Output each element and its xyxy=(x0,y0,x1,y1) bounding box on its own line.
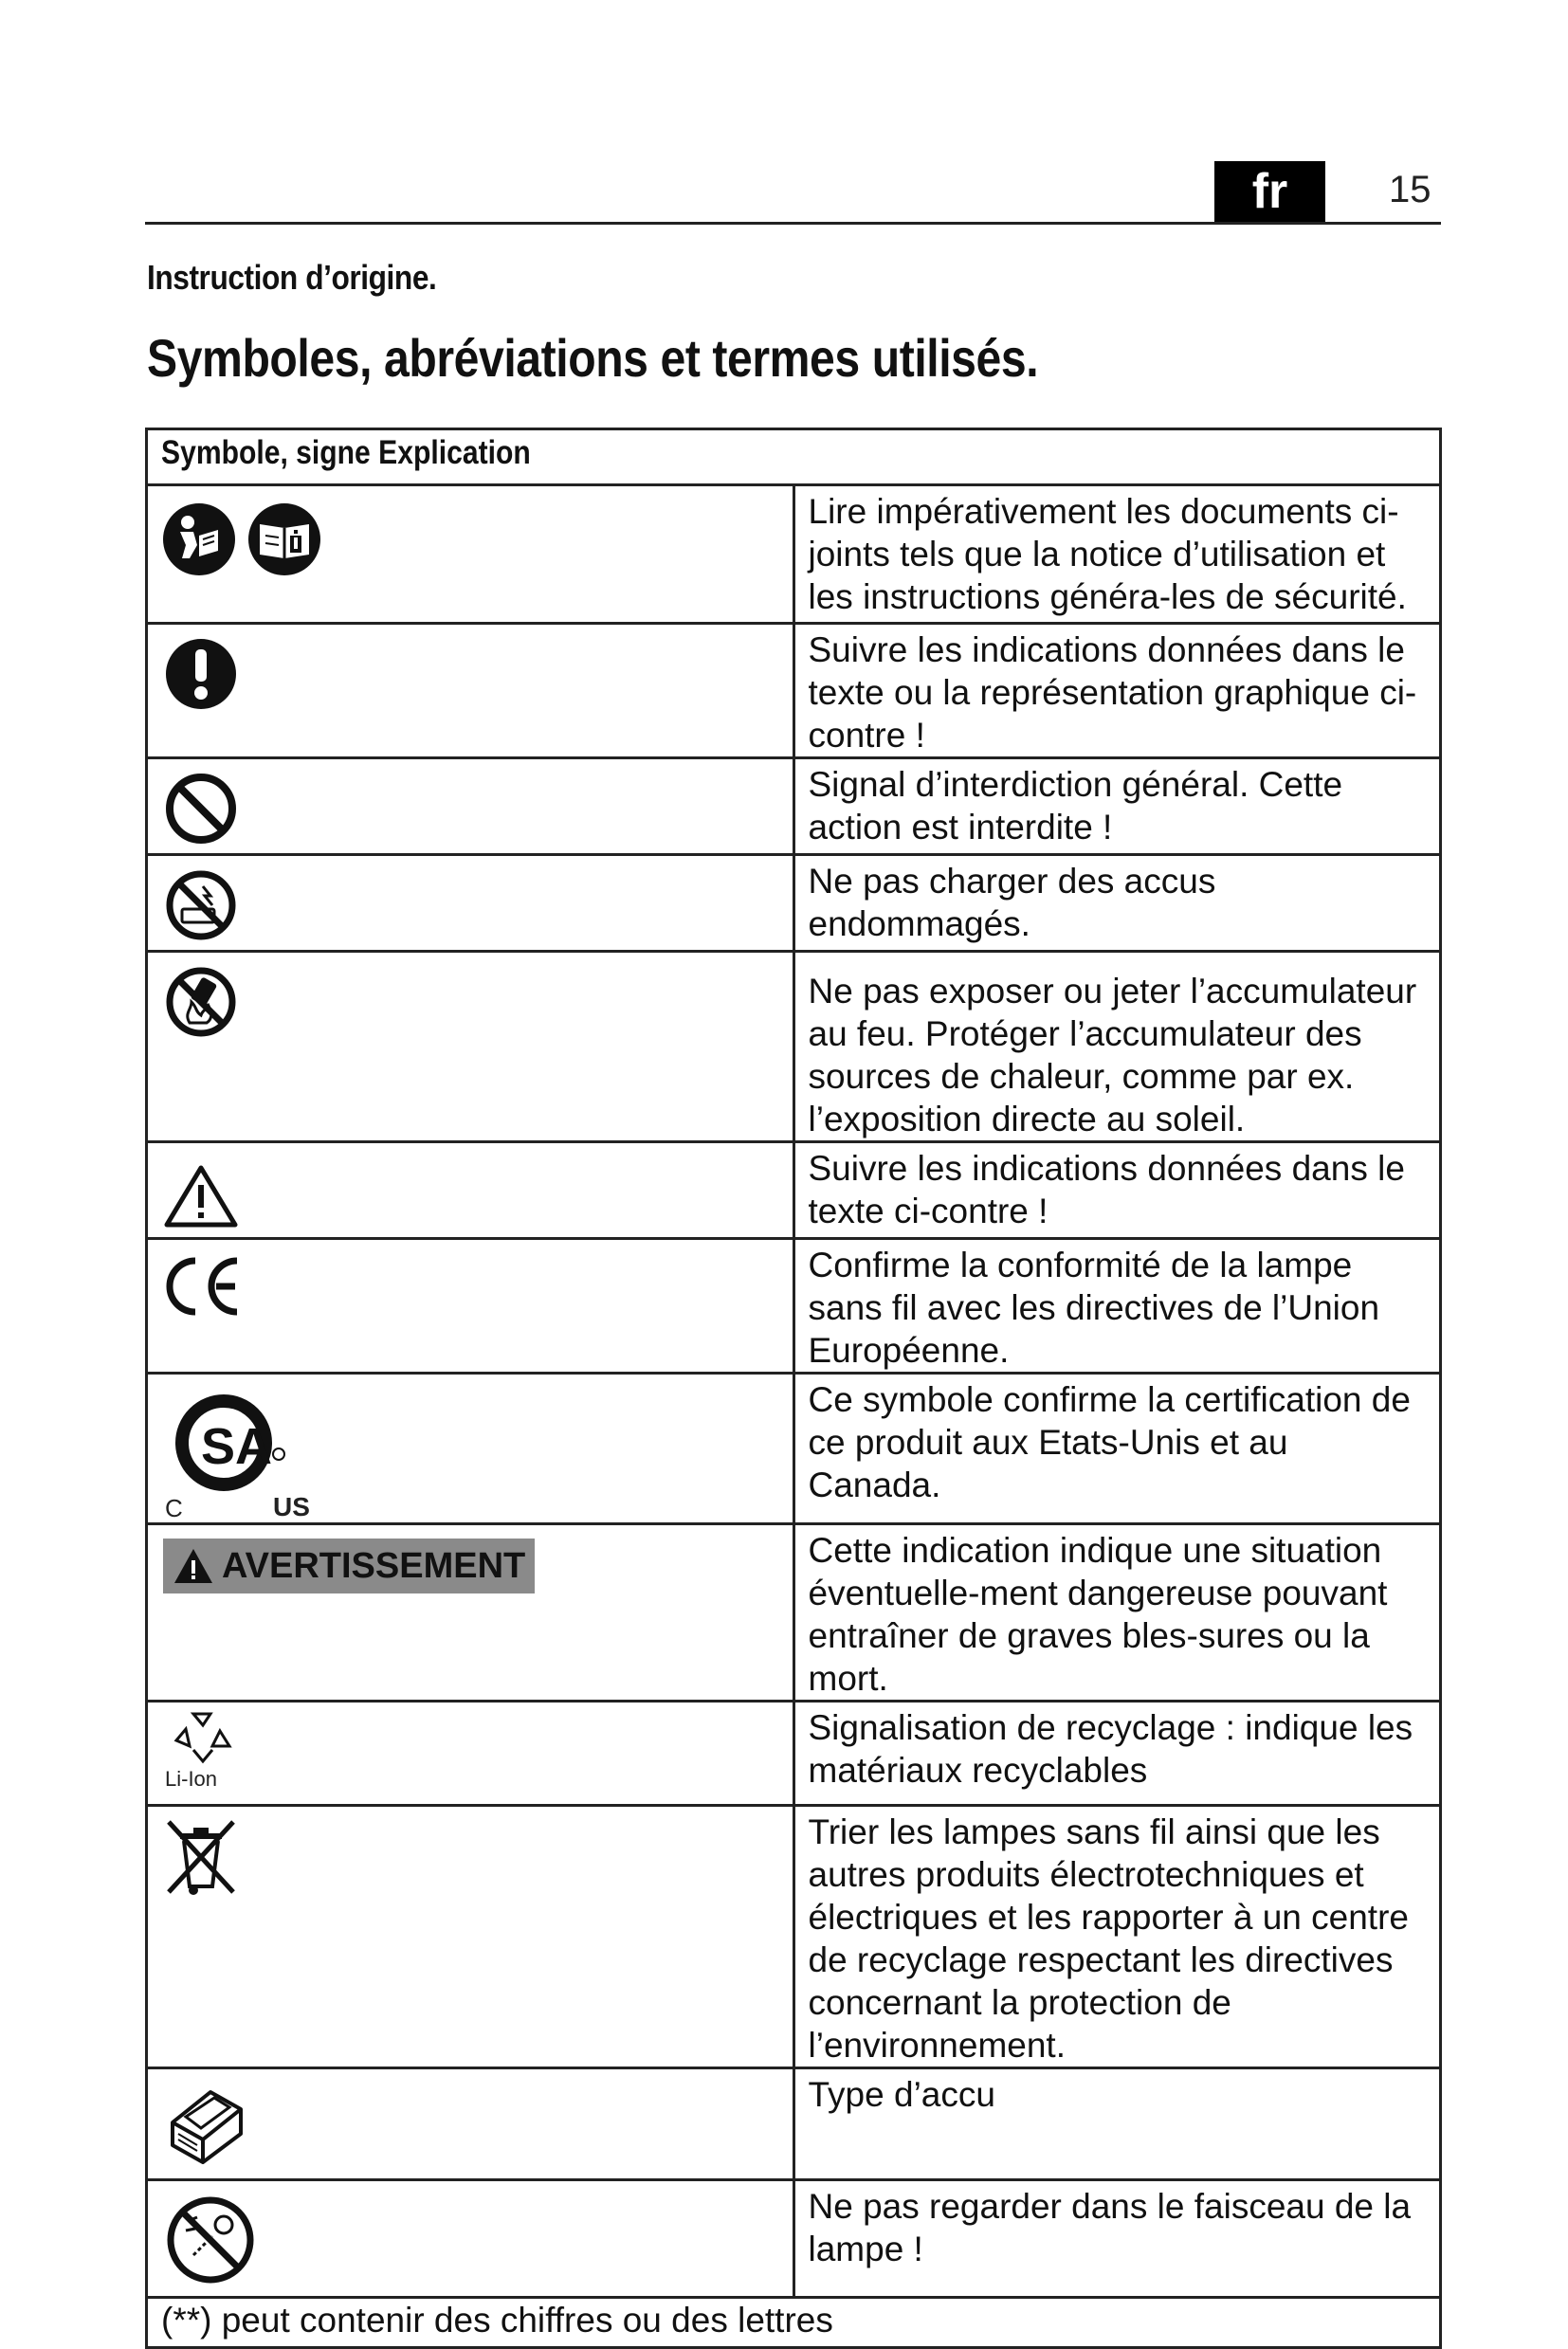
symbol-cell xyxy=(147,1702,794,1806)
language-tab: fr xyxy=(1214,161,1325,222)
csa-c-label: C xyxy=(165,1494,183,1522)
symbol-cell xyxy=(147,2068,794,2180)
explanation-cell: Signalisation de recyclage : indique les matériaux recyclables xyxy=(793,1702,1441,1806)
explanation-cell: Signal d’interdiction général. Cette action est interdite ! xyxy=(793,758,1441,855)
symbol-cell xyxy=(147,1806,794,2068)
table-row xyxy=(147,485,1441,624)
table-header xyxy=(147,429,1441,485)
table-footer-row xyxy=(147,2298,1441,2348)
subtitle: Instruction d’origine. xyxy=(147,258,437,297)
avertissement-label: AVERTISSEMENT xyxy=(222,1545,526,1586)
table-row xyxy=(147,1806,1441,2068)
table-row xyxy=(147,1702,1441,1806)
symbol-cell xyxy=(147,2180,794,2298)
table-row xyxy=(147,1374,1441,1524)
explanation-cell: Trier les lampes sans fil ainsi que les autres produits électrotechniques et électriques et les rapporter à un centre de recyclage respectant les directives concernant la protection de l’environnement. xyxy=(793,1806,1441,2068)
csa-mark-icon xyxy=(148,1375,793,1522)
table-row xyxy=(147,1524,1441,1702)
symbol-cell xyxy=(147,624,794,758)
explanation-cell: Suivre les indications données dans le texte ci-contre ! xyxy=(793,1142,1441,1239)
table-row xyxy=(147,2180,1441,2298)
read-manual-icon xyxy=(161,501,237,577)
table-row xyxy=(147,1142,1441,1239)
explanation-cell: Ne pas regarder dans le faisceau de la lampe ! xyxy=(793,2180,1441,2298)
header-rule xyxy=(145,222,1441,225)
explanation-cell: Confirme la conformité de la lampe sans fil avec les directives de l’Union Européenne. xyxy=(793,1239,1441,1374)
symbol-cell xyxy=(147,1239,794,1374)
battery-pack-icon xyxy=(163,2079,248,2170)
explanation-cell: Cette indication indique une situation éventuelle-ment dangereuse pouvant entraîner de graves bles-sures ou la mort. xyxy=(793,1524,1441,1702)
no-damaged-battery-charging-icon xyxy=(163,867,239,943)
page-number: 15 xyxy=(1389,169,1431,210)
recycling-icon xyxy=(165,1708,241,1767)
li-ion-label: Li-Ion xyxy=(165,1767,218,1791)
explanation-cell: Suivre les indications données dans le texte ou la représentation graphique ci-contre ! xyxy=(793,624,1441,758)
warning-triangle-small-icon xyxy=(173,1547,214,1585)
table-footer: (**) peut contenir des chiffres ou des lettres xyxy=(147,2298,1441,2348)
explanation-cell: Lire impérativement les documents ci-joints tels que la notice d’utilisation et les instructions généra-les de sécurité. xyxy=(793,485,1441,624)
crossed-bin-icon xyxy=(163,1816,239,1898)
explanation-cell: Ne pas exposer ou jeter l’accumulateur au feu. Protéger l’accumulateur des sources de chaleur, comme par ex. l’exposition directe au soleil. xyxy=(793,952,1441,1142)
symbols-table xyxy=(145,428,1442,2349)
explanation-cell: Ne pas charger des accus endommagés. xyxy=(793,855,1441,952)
table-header-row xyxy=(147,429,1441,485)
mandatory-action-icon xyxy=(163,636,239,712)
symbol-cell xyxy=(147,485,794,624)
table-row xyxy=(147,758,1441,855)
table-row xyxy=(147,2068,1441,2180)
page-title: Symboles, abréviations et termes utilisés. xyxy=(147,328,1039,388)
manual-info-icon xyxy=(246,501,322,577)
symbol-cell xyxy=(147,855,794,952)
ce-mark-icon xyxy=(161,1253,246,1320)
symbol-cell xyxy=(147,1524,794,1702)
explanation-cell: Ce symbole confirme la certification de ce produit aux Etats-Unis et au Canada. xyxy=(793,1374,1441,1524)
table-row xyxy=(147,1239,1441,1374)
table-row xyxy=(147,624,1441,758)
warning-triangle-icon xyxy=(163,1162,239,1229)
svg-text:SA: SA xyxy=(201,1418,273,1475)
no-fire-icon xyxy=(163,964,239,1040)
table-row xyxy=(147,855,1441,952)
symbol-cell xyxy=(147,758,794,855)
no-look-into-beam-icon xyxy=(165,2194,256,2285)
explanation-cell: Type d’accu xyxy=(793,2068,1441,2180)
table-header-text: Symbole, signe Explication xyxy=(161,434,531,471)
symbol-cell xyxy=(147,1374,794,1524)
symbol-cell xyxy=(147,952,794,1142)
csa-us-label: US xyxy=(273,1492,310,1521)
table-row xyxy=(147,952,1441,1142)
prohibition-icon xyxy=(163,771,239,847)
avertissement-banner xyxy=(163,1539,535,1593)
symbol-cell xyxy=(147,1142,794,1239)
